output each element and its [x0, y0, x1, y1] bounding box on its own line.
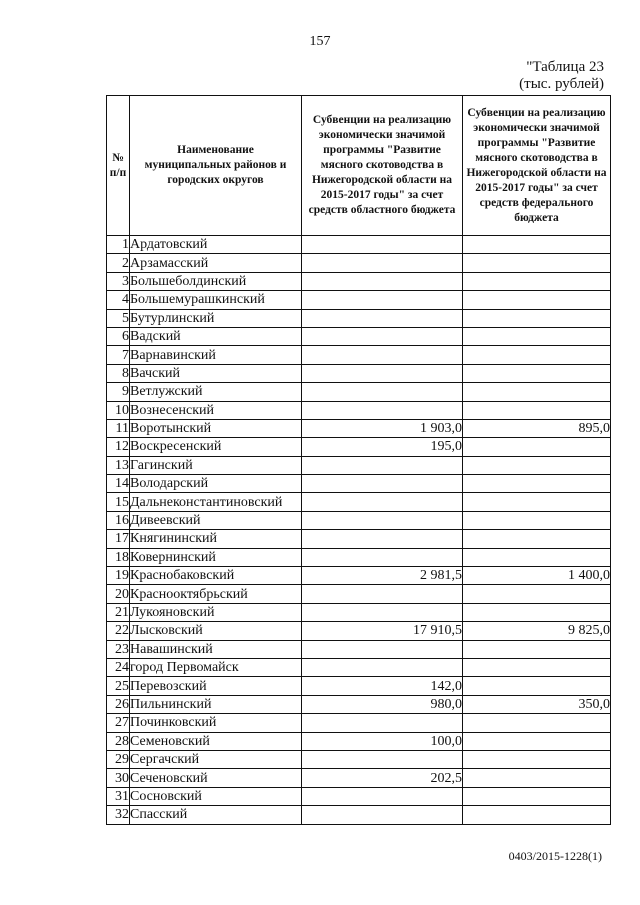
- table-row: [107, 585, 611, 603]
- table-row: [107, 291, 611, 309]
- federal-value: [463, 769, 611, 787]
- table-row: [107, 401, 611, 419]
- district-name: Ветлужский: [130, 383, 302, 401]
- federal-value: 1 400,0: [463, 567, 611, 585]
- row-number: 30: [107, 769, 130, 787]
- federal-value: [463, 346, 611, 364]
- federal-value: 9 825,0: [463, 622, 611, 640]
- row-number: 23: [107, 640, 130, 658]
- table-row: [107, 272, 611, 290]
- district-name: Большеболдинский: [130, 272, 302, 290]
- row-number: 1: [107, 236, 130, 254]
- row-number: 14: [107, 475, 130, 493]
- table-row: [107, 714, 611, 732]
- federal-value: [463, 511, 611, 529]
- regional-value: 142,0: [302, 677, 463, 695]
- table-row: [107, 254, 611, 272]
- federal-value: [463, 272, 611, 290]
- table-row: [107, 567, 611, 585]
- table-caption: [519, 59, 604, 93]
- table-header-row: [107, 96, 611, 236]
- row-number: 19: [107, 567, 130, 585]
- row-number: 27: [107, 714, 130, 732]
- row-number: 11: [107, 419, 130, 437]
- row-number: 18: [107, 548, 130, 566]
- table-row: [107, 419, 611, 437]
- table-units: (тыс. рублей): [519, 76, 604, 92]
- regional-value: [302, 346, 463, 364]
- row-number: 29: [107, 750, 130, 768]
- table-row: [107, 475, 611, 493]
- row-number: 31: [107, 787, 130, 805]
- district-name: город Первомайск: [130, 658, 302, 676]
- table-row: [107, 622, 611, 640]
- regional-value: [302, 511, 463, 529]
- row-number: 32: [107, 806, 130, 824]
- regional-value: [302, 603, 463, 621]
- table-row: [107, 806, 611, 824]
- district-name: Бутурлинский: [130, 309, 302, 327]
- regional-value: [302, 750, 463, 768]
- regional-value: [302, 585, 463, 603]
- federal-value: [463, 603, 611, 621]
- district-name: Гагинский: [130, 456, 302, 474]
- district-name: Краснооктябрьский: [130, 585, 302, 603]
- regional-value: [302, 640, 463, 658]
- row-number: 7: [107, 346, 130, 364]
- district-name: Большемурашкинский: [130, 291, 302, 309]
- regional-value: [302, 806, 463, 824]
- row-number: 28: [107, 732, 130, 750]
- table-row: [107, 456, 611, 474]
- table-row: [107, 364, 611, 382]
- row-number: 6: [107, 327, 130, 345]
- row-number: 9: [107, 383, 130, 401]
- district-name: Сергачский: [130, 750, 302, 768]
- table-row: [107, 346, 611, 364]
- row-number: 24: [107, 658, 130, 676]
- regional-value: [302, 327, 463, 345]
- table-row: [107, 677, 611, 695]
- table-row: [107, 493, 611, 511]
- regional-value: 202,5: [302, 769, 463, 787]
- district-name: Дивеевский: [130, 511, 302, 529]
- table-row: [107, 640, 611, 658]
- regional-value: [302, 309, 463, 327]
- row-number: 26: [107, 695, 130, 713]
- regional-value: [302, 456, 463, 474]
- regional-value: 980,0: [302, 695, 463, 713]
- table-row: [107, 530, 611, 548]
- page-number: 157: [309, 34, 331, 49]
- regional-value: [302, 658, 463, 676]
- district-name: Навашинский: [130, 640, 302, 658]
- district-name: Пильнинский: [130, 695, 302, 713]
- subsidy-table: [106, 95, 611, 825]
- row-number: 21: [107, 603, 130, 621]
- federal-value: [463, 732, 611, 750]
- federal-value: [463, 750, 611, 768]
- federal-value: [463, 401, 611, 419]
- header-num: № п/п: [107, 96, 130, 236]
- document-code: 0403/2015-1228(1): [508, 849, 602, 863]
- federal-value: [463, 530, 611, 548]
- regional-value: [302, 787, 463, 805]
- header-name: Наименование муниципальных районов и городских округов: [130, 96, 302, 236]
- district-name: Вознесенский: [130, 401, 302, 419]
- regional-value: [302, 548, 463, 566]
- table-row: [107, 309, 611, 327]
- district-name: Перевозский: [130, 677, 302, 695]
- district-name: Сосновский: [130, 787, 302, 805]
- row-number: 15: [107, 493, 130, 511]
- district-name: Лысковский: [130, 622, 302, 640]
- regional-value: 100,0: [302, 732, 463, 750]
- district-name: Дальнеконстантиновский: [130, 493, 302, 511]
- district-name: Княгининский: [130, 530, 302, 548]
- federal-value: [463, 236, 611, 254]
- federal-value: [463, 714, 611, 732]
- table-row: [107, 438, 611, 456]
- table-row: [107, 603, 611, 621]
- district-name: Воротынский: [130, 419, 302, 437]
- federal-value: [463, 640, 611, 658]
- district-name: Спасский: [130, 806, 302, 824]
- federal-value: [463, 383, 611, 401]
- regional-value: [302, 493, 463, 511]
- regional-value: [302, 291, 463, 309]
- row-number: 20: [107, 585, 130, 603]
- row-number: 8: [107, 364, 130, 382]
- table-row: [107, 750, 611, 768]
- table-row: [107, 658, 611, 676]
- district-name: Вачский: [130, 364, 302, 382]
- district-name: Лукояновский: [130, 603, 302, 621]
- federal-value: [463, 493, 611, 511]
- table-row: [107, 732, 611, 750]
- federal-value: [463, 309, 611, 327]
- federal-value: 350,0: [463, 695, 611, 713]
- regional-value: [302, 254, 463, 272]
- federal-value: [463, 677, 611, 695]
- table-row: [107, 511, 611, 529]
- row-number: 2: [107, 254, 130, 272]
- table-body: [107, 236, 611, 825]
- federal-value: [463, 438, 611, 456]
- district-name: Ковернинский: [130, 548, 302, 566]
- table-row: [107, 236, 611, 254]
- regional-value: [302, 272, 463, 290]
- regional-value: 195,0: [302, 438, 463, 456]
- row-number: 22: [107, 622, 130, 640]
- header-regional-budget: Субвенции на реализацию экономически значимой программы "Развитие мясного скотоводства в Нижегородской области на 2015-2017 годы" за счет средств областного бюджета: [302, 96, 463, 236]
- row-number: 17: [107, 530, 130, 548]
- regional-value: [302, 236, 463, 254]
- table-row: [107, 787, 611, 805]
- regional-value: [302, 401, 463, 419]
- federal-value: [463, 456, 611, 474]
- regional-value: 1 903,0: [302, 419, 463, 437]
- table-row: [107, 327, 611, 345]
- row-number: 16: [107, 511, 130, 529]
- federal-value: [463, 585, 611, 603]
- table-row: [107, 695, 611, 713]
- regional-value: [302, 383, 463, 401]
- row-number: 12: [107, 438, 130, 456]
- row-number: 13: [107, 456, 130, 474]
- federal-value: [463, 787, 611, 805]
- row-number: 5: [107, 309, 130, 327]
- district-name: Сеченовский: [130, 769, 302, 787]
- table-row: [107, 383, 611, 401]
- row-number: 3: [107, 272, 130, 290]
- header-federal-budget: Субвенции на реализацию экономически значимой программы "Развитие мясного скотоводства в Нижегородской области на 2015-2017 годы" за счет средств федерального бюджета: [463, 96, 611, 236]
- district-name: Ардатовский: [130, 236, 302, 254]
- regional-value: 17 910,5: [302, 622, 463, 640]
- regional-value: [302, 475, 463, 493]
- table-row: [107, 548, 611, 566]
- row-number: 10: [107, 401, 130, 419]
- row-number: 25: [107, 677, 130, 695]
- regional-value: [302, 714, 463, 732]
- district-name: Варнавинский: [130, 346, 302, 364]
- federal-value: [463, 291, 611, 309]
- district-name: Починковский: [130, 714, 302, 732]
- district-name: Семеновский: [130, 732, 302, 750]
- federal-value: [463, 658, 611, 676]
- district-name: Володарский: [130, 475, 302, 493]
- regional-value: [302, 530, 463, 548]
- federal-value: [463, 475, 611, 493]
- district-name: Арзамасский: [130, 254, 302, 272]
- federal-value: [463, 364, 611, 382]
- row-number: 4: [107, 291, 130, 309]
- federal-value: [463, 548, 611, 566]
- district-name: Краснобаковский: [130, 567, 302, 585]
- regional-value: [302, 364, 463, 382]
- table-row: [107, 769, 611, 787]
- regional-value: 2 981,5: [302, 567, 463, 585]
- federal-value: [463, 806, 611, 824]
- district-name: Воскресенский: [130, 438, 302, 456]
- table-title: "Таблица 23: [526, 59, 604, 75]
- federal-value: [463, 327, 611, 345]
- district-name: Вадский: [130, 327, 302, 345]
- federal-value: 895,0: [463, 419, 611, 437]
- federal-value: [463, 254, 611, 272]
